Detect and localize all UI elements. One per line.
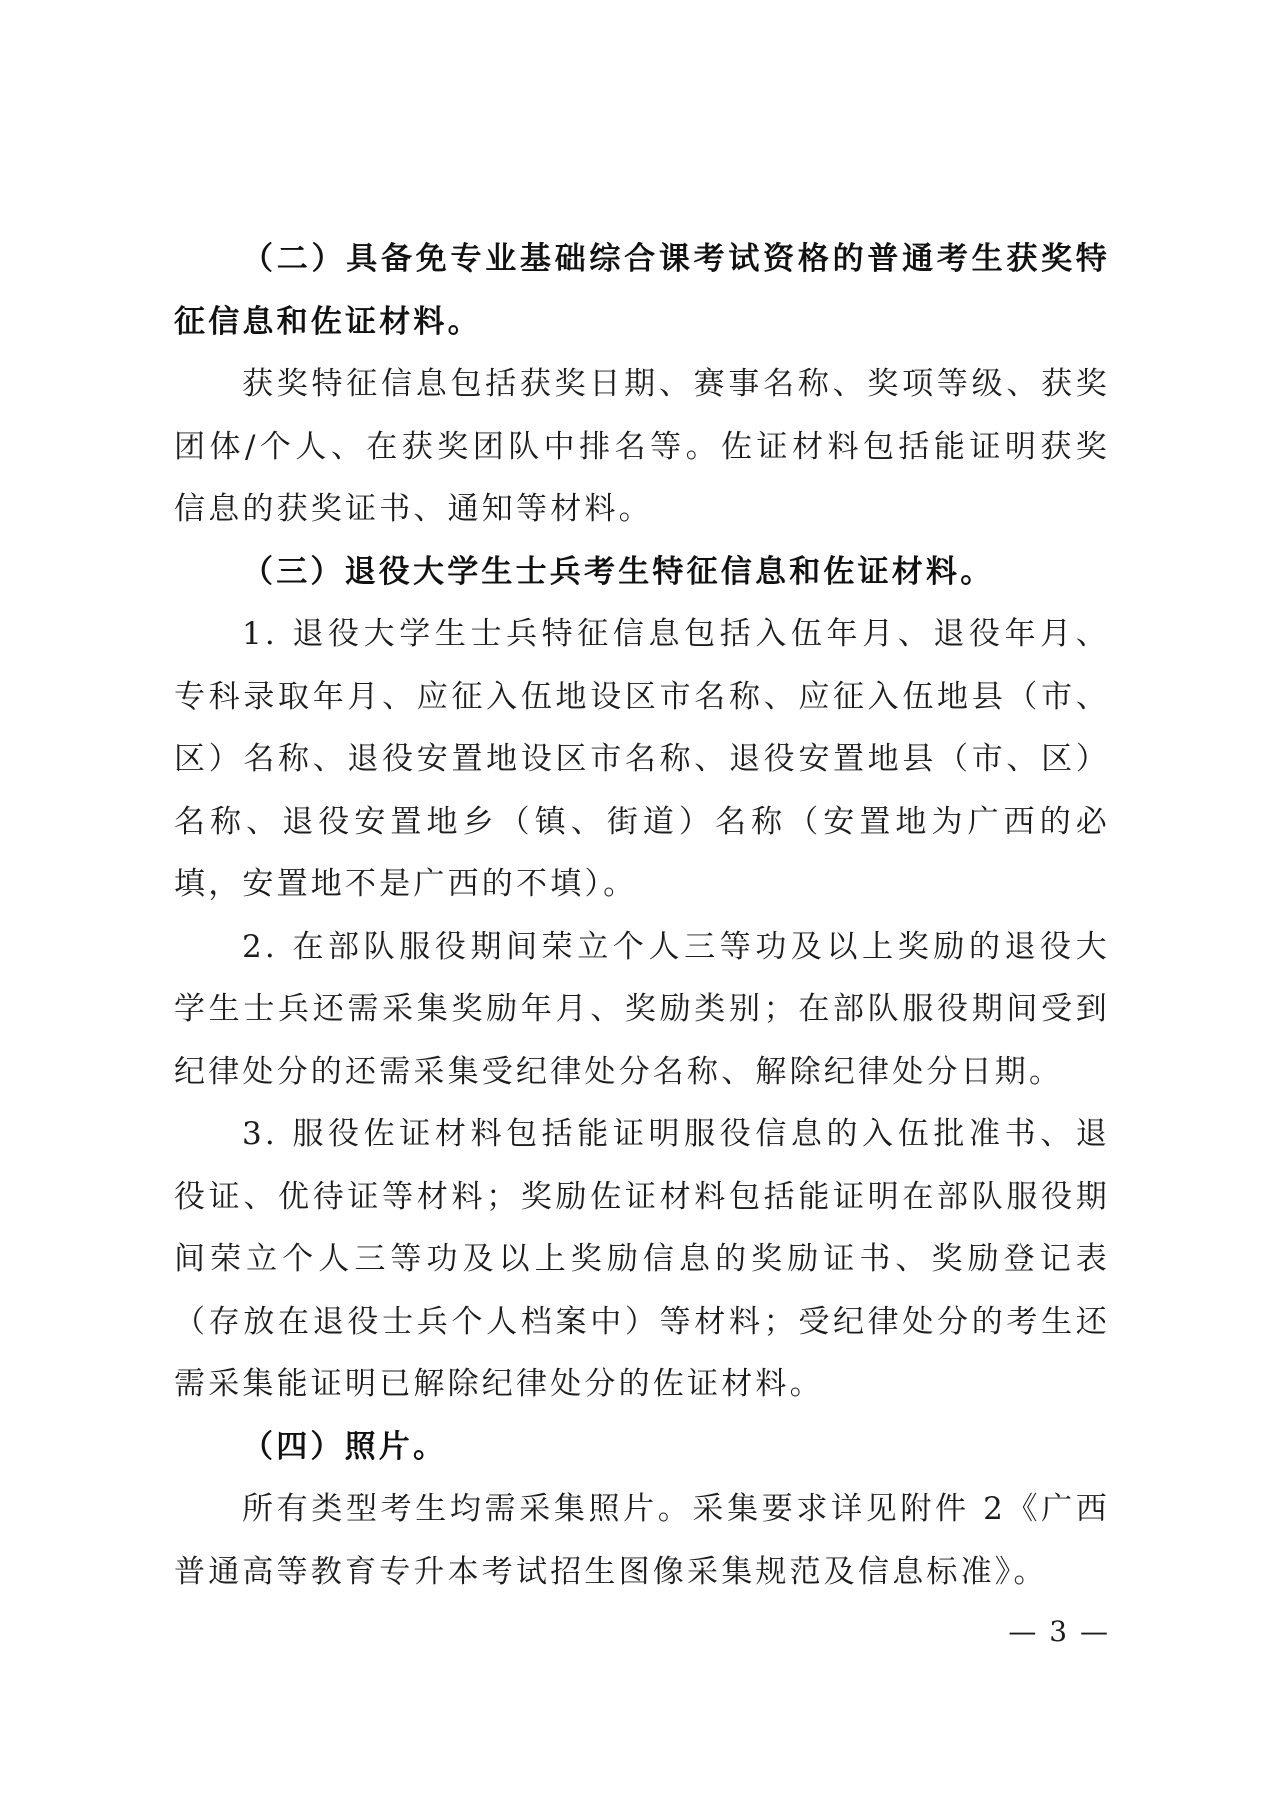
section-2-body: 获奖特征信息包括获奖日期、赛事名称、奖项等级、获奖团体/个人、在获奖团队中排名等。佐证材料包括能证明获奖信息的获奖证书、通知等材料。 <box>174 366 1110 527</box>
section-2-heading: （二）具备免专业基础综合课考试资格的普通考生获奖特征信息和佐证材料。 <box>174 241 1110 340</box>
document-body <box>174 228 1110 1603</box>
section-3-item-2: 2. 在部队服役期间荣立个人三等功及以上奖励的退役大学生士兵还需采集奖励年月、奖励类别；在部队服役期间受到纪律处分的还需采集受纪律处分名称、解除纪律处分日期。 <box>174 928 1110 1090</box>
page-number: — 3 — <box>1008 1615 1110 1648</box>
section-3-item-3: 3. 服役佐证材料包括能证明服役信息的入伍批准书、退役证、优待证等材料；奖励佐证材料包括能证明在部队服役期间荣立个人三等功及以上奖励信息的奖励证书、奖励登记表（存放在退役士兵个人档案中）等材料；受纪律处分的考生还需采集能证明已解除纪律处分的佐证材料。 <box>174 1116 1110 1402</box>
section-4-body: 所有类型考生均需采集照片。采集要求详见附件 2《广西普通高等教育专升本考试招生图像采集规范及信息标准》。 <box>174 1491 1110 1590</box>
section-3-item-1: 1. 退役大学生士兵特征信息包括入伍年月、退役年月、专科录取年月、应征入伍地设区市名称、应征入伍地县（市、区）名称、退役安置地设区市名称、退役安置地县（市、区）名称、退役安置地乡（镇、街道）名称（安置地为广西的必填，安置地不是广西的不填）。 <box>174 616 1110 902</box>
section-4-heading: （四）照片。 <box>242 1428 448 1465</box>
section-3-heading: （三）退役大学生士兵考生特征信息和佐证材料。 <box>242 553 995 590</box>
